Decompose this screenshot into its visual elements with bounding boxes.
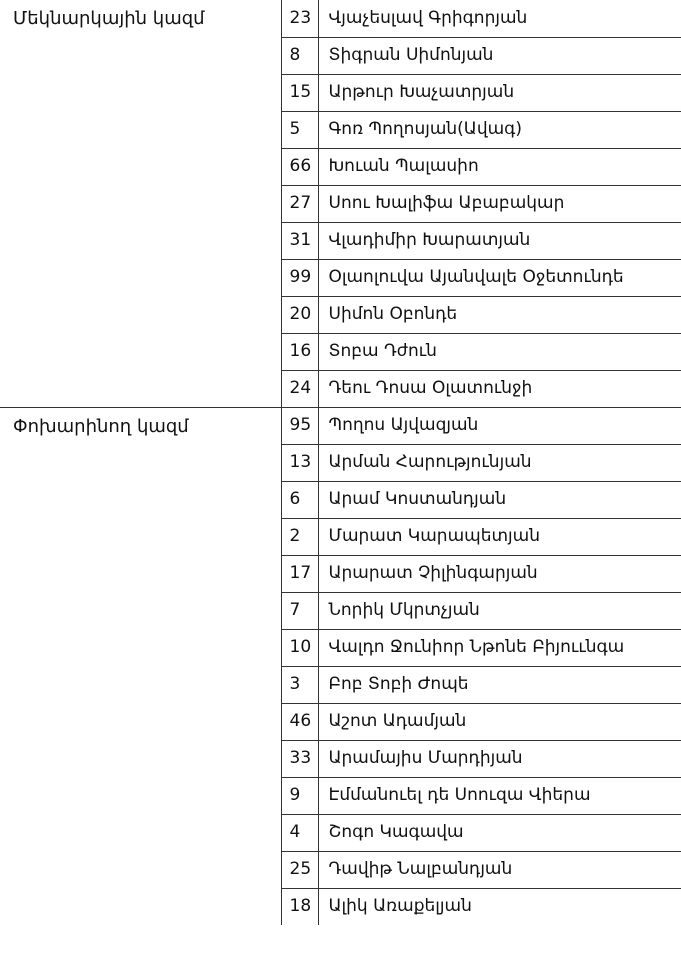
player-name: Տոբա Դժուն — [318, 333, 681, 370]
player-name: Գոռ Պողոսյան(Ավագ) — [318, 111, 681, 148]
player-name: Էմմանուել դե Սոուզա Վիերա — [318, 777, 681, 814]
player-number: 5 — [281, 111, 318, 148]
player-row — [0, 407, 681, 444]
player-number: 13 — [281, 444, 318, 481]
player-name: Մարատ Կարապետյան — [318, 518, 681, 555]
player-number: 25 — [281, 851, 318, 888]
player-number: 66 — [281, 148, 318, 185]
player-name: Տիգրան Սիմոնյան — [318, 37, 681, 74]
player-number: 15 — [281, 74, 318, 111]
player-name: Սիմոն Օբոնդե — [318, 296, 681, 333]
player-number: 46 — [281, 703, 318, 740]
player-name: Խուան Պալասիո — [318, 148, 681, 185]
player-name: Վյաչեսլավ Գրիգորյան — [318, 0, 681, 37]
player-number: 10 — [281, 629, 318, 666]
player-name: Արման Հարությունյան — [318, 444, 681, 481]
player-number: 99 — [281, 259, 318, 296]
player-number: 20 — [281, 296, 318, 333]
player-number: 95 — [281, 407, 318, 444]
player-number: 31 — [281, 222, 318, 259]
player-number: 3 — [281, 666, 318, 703]
player-name: Արամ Կոստանդյան — [318, 481, 681, 518]
player-row — [0, 0, 681, 37]
player-name: Դեու Դոսա Օլատունջի — [318, 370, 681, 407]
player-name: Դավիթ Նալբանդյան — [318, 851, 681, 888]
player-name: Նորիկ Մկրտչյան — [318, 592, 681, 629]
player-number: 2 — [281, 518, 318, 555]
player-name: Սոու Խալիֆա Աբաբակար — [318, 185, 681, 222]
player-name: Արամայիս Մարդիյան — [318, 740, 681, 777]
player-number: 8 — [281, 37, 318, 74]
player-number: 33 — [281, 740, 318, 777]
player-name: Ալիկ Առաքելյան — [328, 896, 472, 917]
player-number: 7 — [281, 592, 318, 629]
player-number: 4 — [281, 814, 318, 851]
player-number: 17 — [281, 555, 318, 592]
player-name: Վալդո Ջունիոր Նթոնե Բիյոււնգա — [318, 629, 681, 666]
player-number: 18 — [281, 888, 318, 925]
player-name: Աշոտ Ադամյան — [318, 703, 681, 740]
player-number: 6 — [281, 481, 318, 518]
player-name: Բոբ Տոբի Ժոպե — [318, 666, 681, 703]
player-number: 23 — [281, 0, 318, 37]
player-number: 16 — [281, 333, 318, 370]
player-number: 9 — [281, 777, 318, 814]
player-name: Օլաոլուվա Այանվալե Օջետունդե — [318, 259, 681, 296]
group-label: Փոխարինող կազմ — [0, 407, 281, 925]
player-name: Շոգո Կագավա — [318, 814, 681, 851]
player-name: Վլադիմիր Խարատյան — [318, 222, 681, 259]
player-number: 27 — [281, 185, 318, 222]
player-name: Պողոս Այվազյան — [318, 407, 681, 444]
player-name: Արարատ Չիլինգարյան — [318, 555, 681, 592]
group-label: Մեկնարկային կազմ — [0, 0, 281, 407]
player-name: Արթուր Խաչատրյան — [318, 74, 681, 111]
player-number: 24 — [281, 370, 318, 407]
